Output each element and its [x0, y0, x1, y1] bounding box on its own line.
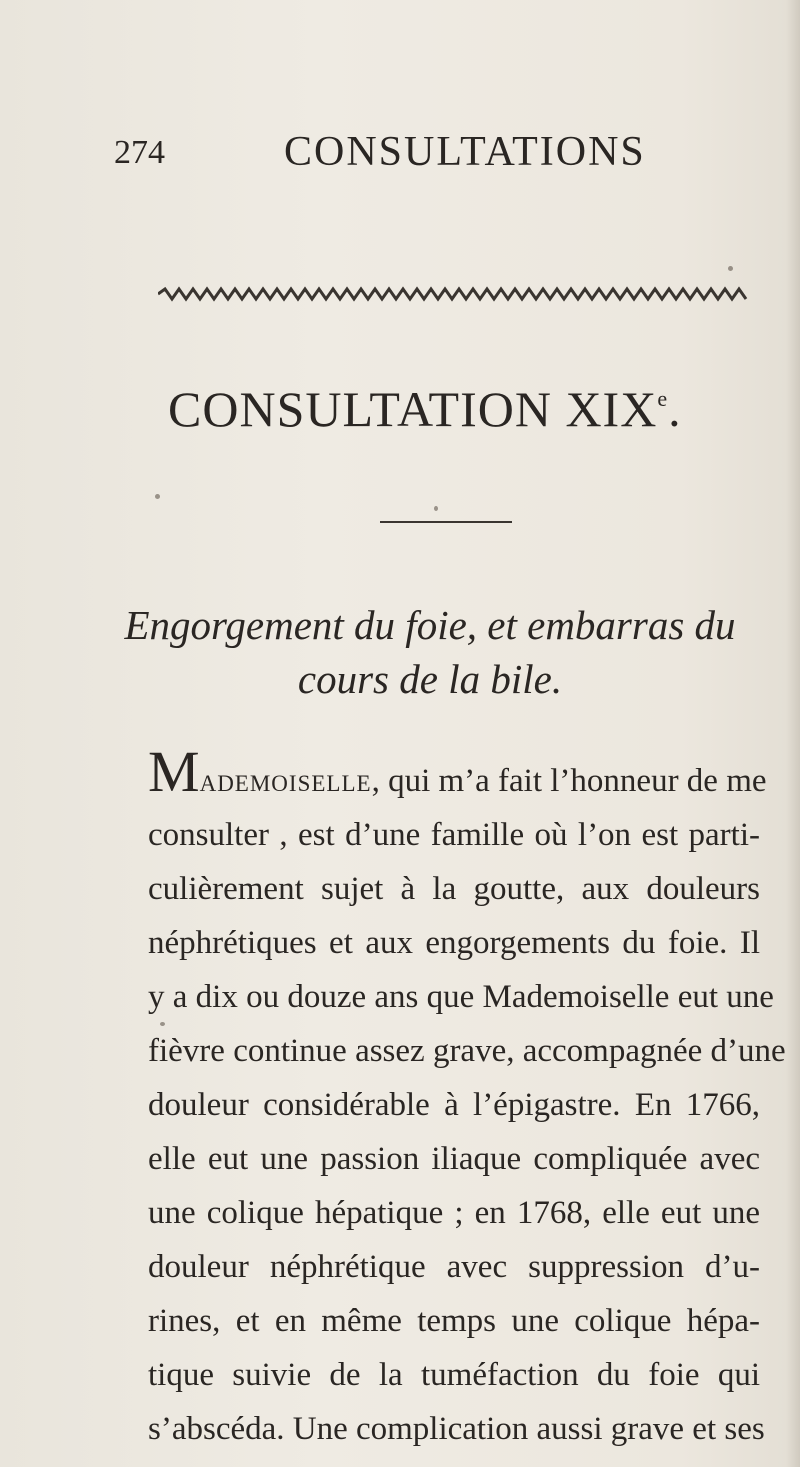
body-line-6: fièvre continue assez grave, accompagnée d’une: [148, 1033, 786, 1069]
running-title: CONSULTATIONS: [284, 129, 646, 175]
section-subtitle: [100, 598, 760, 706]
body-line-5: y a dix ou douze ans que Mademoiselle eut une: [148, 979, 774, 1015]
ink-speck: [728, 266, 733, 271]
page-edge-shadow: [786, 0, 800, 1467]
body-line-8: elle eut une passion iliaque compliquée avec: [148, 1141, 760, 1177]
body-line-10: douleur néphrétique avec suppression d’u-: [148, 1249, 760, 1285]
body-line-11: rines, et en même temps une colique hépa-: [148, 1303, 760, 1339]
ink-speck: [160, 1022, 165, 1026]
heading-period: .: [668, 381, 682, 437]
running-head: [114, 128, 646, 178]
subtitle-line-2: cours de la bile.: [297, 656, 563, 702]
body-line-3: culièrement sujet à la goutte, aux douleurs: [148, 871, 760, 907]
page-number: 274: [114, 134, 165, 171]
body-line-1-rest: , qui m’a fait l’honneur de me: [371, 763, 767, 799]
body-paragraph: [148, 739, 786, 1456]
body-line-1: [148, 739, 767, 808]
body-line-9: une colique hépatique ; en 1768, elle eut une: [148, 1195, 760, 1231]
ornamental-rule: [158, 286, 748, 302]
ink-speck: [434, 506, 438, 511]
body-line-4: néphrétiques et aux engorgements du foie. Il: [148, 925, 760, 961]
drop-cap: M: [148, 739, 200, 804]
heading-superscript: e: [657, 386, 669, 411]
subtitle-line-1: Engorgement du foie, et embarras du: [124, 602, 736, 648]
body-line-13: s’abscéda. Une complication aussi grave et ses: [148, 1411, 765, 1447]
short-divider-rule: [380, 521, 512, 523]
body-line-2: consulter , est d’une famille où l’on est parti-: [148, 817, 760, 853]
body-line-12: tique suivie de la tuméfaction du foie qui: [148, 1357, 760, 1393]
lead-word: ademoiselle: [199, 763, 372, 799]
body-line-7: douleur considérable à l’épigastre. En 1766,: [148, 1087, 760, 1123]
section-heading: [168, 380, 682, 438]
heading-text: CONSULTATION XIX: [168, 381, 658, 437]
ink-speck: [155, 494, 160, 499]
